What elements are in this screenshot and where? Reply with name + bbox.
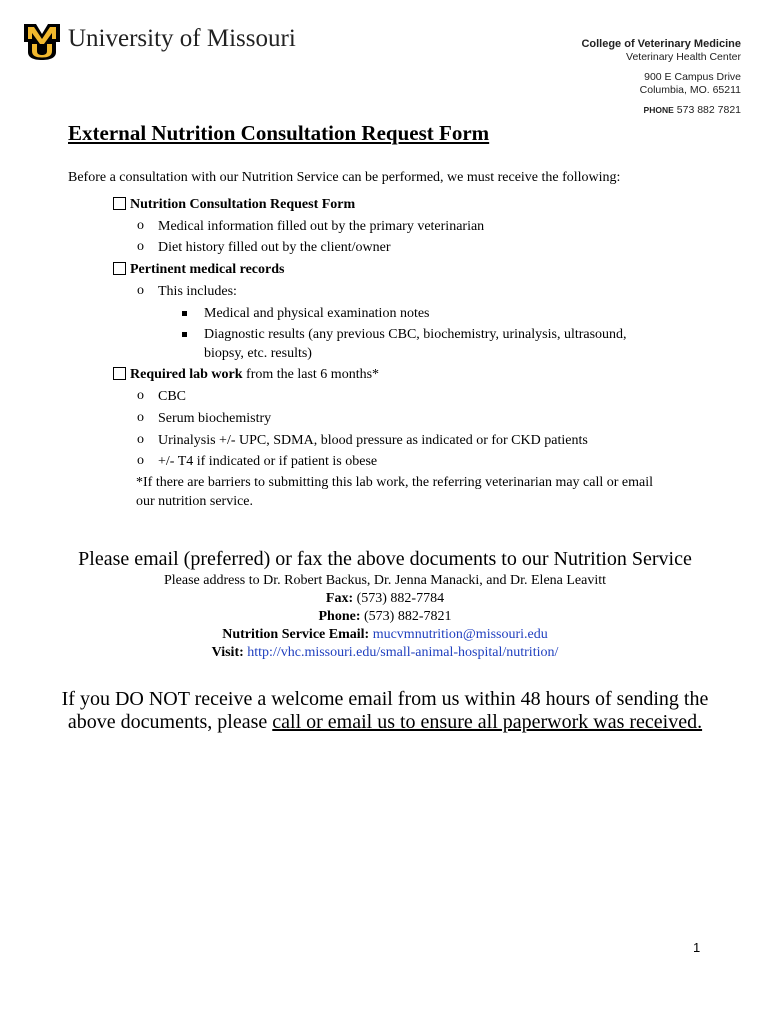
checklist-item-medical-records [113,261,284,278]
notice-line-2 [0,711,770,734]
fax-number: (573) 882-7784 [353,591,445,606]
email-link[interactable]: mucvmnutrition@missouri.edu [369,627,548,642]
phone-label: PHONE [643,105,674,115]
bullet-o: o [137,218,144,233]
address-to-line: Please address to Dr. Robert Backus, Dr. Jenna Manacki, and Dr. Elena Leavitt [163,573,607,588]
college-name: College of Veterinary Medicine [581,38,741,50]
university-name: University of Missouri [68,25,296,52]
visit-line [0,645,770,661]
list-item: Diagnostic results (any previous CBC, biochemistry, urinalysis, ultrasound, [204,327,627,342]
website-link[interactable]: http://vhc.missouri.edu/small-animal-hospital/nutrition/ [243,645,559,660]
list-item: Serum biochemistry [158,411,272,426]
visit-label: Visit: [211,645,244,660]
phone-number: (573) 882-7821 [360,609,452,624]
phone-label: Phone: [318,609,361,624]
checklist-item-request-form [113,196,355,213]
checklist-label: Required lab work [130,367,243,382]
university-logo [24,22,60,60]
square-bullet-icon [182,332,187,337]
address-line-2: Columbia, MO. 65211 [639,84,741,96]
intro-text: Before a consultation with our Nutrition Service can be performed, we must receive the following: [68,170,621,185]
list-item: +/- T4 if indicated or if patient is obese [158,454,378,469]
notice-underlined-text: call or email us to ensure all paperwork was received. [272,711,703,733]
checkbox[interactable] [113,197,126,210]
fax-line [0,591,770,607]
contact-heading: Please email (preferred) or fax the above documents to our Nutrition Service [78,548,692,570]
email-line [0,627,770,643]
bullet-o: o [137,283,144,298]
checkbox[interactable] [113,367,126,380]
checklist-label: Nutrition Consultation Request Form [130,197,356,212]
center-name: Veterinary Health Center [626,51,741,63]
list-item-continuation: biopsy, etc. results) [204,346,312,361]
list-item: Diet history filled out by the client/owner [158,240,391,255]
notice-line-1: If you DO NOT receive a welcome email from us within 48 hours of sending the [61,688,709,710]
checklist-label: Pertinent medical records [130,262,285,277]
bullet-o: o [137,388,144,403]
lab-work-note-continuation: our nutrition service. [136,494,254,509]
list-item: Medical and physical examination notes [204,306,430,321]
checklist-label-suffix: from the last 6 months* [242,367,380,382]
phone-number: 573 882 7821 [676,104,741,116]
notice-text: above documents, please [67,711,273,733]
bullet-o: o [137,239,144,254]
checklist-item-lab-work [113,366,379,383]
address-line-1: 900 E Campus Drive [644,71,741,83]
checkbox[interactable] [113,262,126,275]
email-label: Nutrition Service Email: [222,627,370,642]
fax-label: Fax: [325,591,354,606]
page-title: External Nutrition Consultation Request Form [68,121,490,145]
list-item: This includes: [158,284,237,299]
list-item: Urinalysis +/- UPC, SDMA, blood pressure as indicated or for CKD patients [158,433,588,448]
header-phone [581,104,741,117]
square-bullet-icon [182,311,187,316]
bullet-o: o [137,432,144,447]
list-item: CBC [158,389,187,404]
header-address-block [581,38,741,117]
phone-line [0,609,770,625]
bullet-o: o [137,410,144,425]
lab-work-note: *If there are barriers to submitting this lab work, the referring veterinarian may call or email [136,475,654,490]
list-item: Medical information filled out by the primary veterinarian [158,219,485,234]
bullet-o: o [137,453,144,468]
page-number: 1 [693,940,701,955]
